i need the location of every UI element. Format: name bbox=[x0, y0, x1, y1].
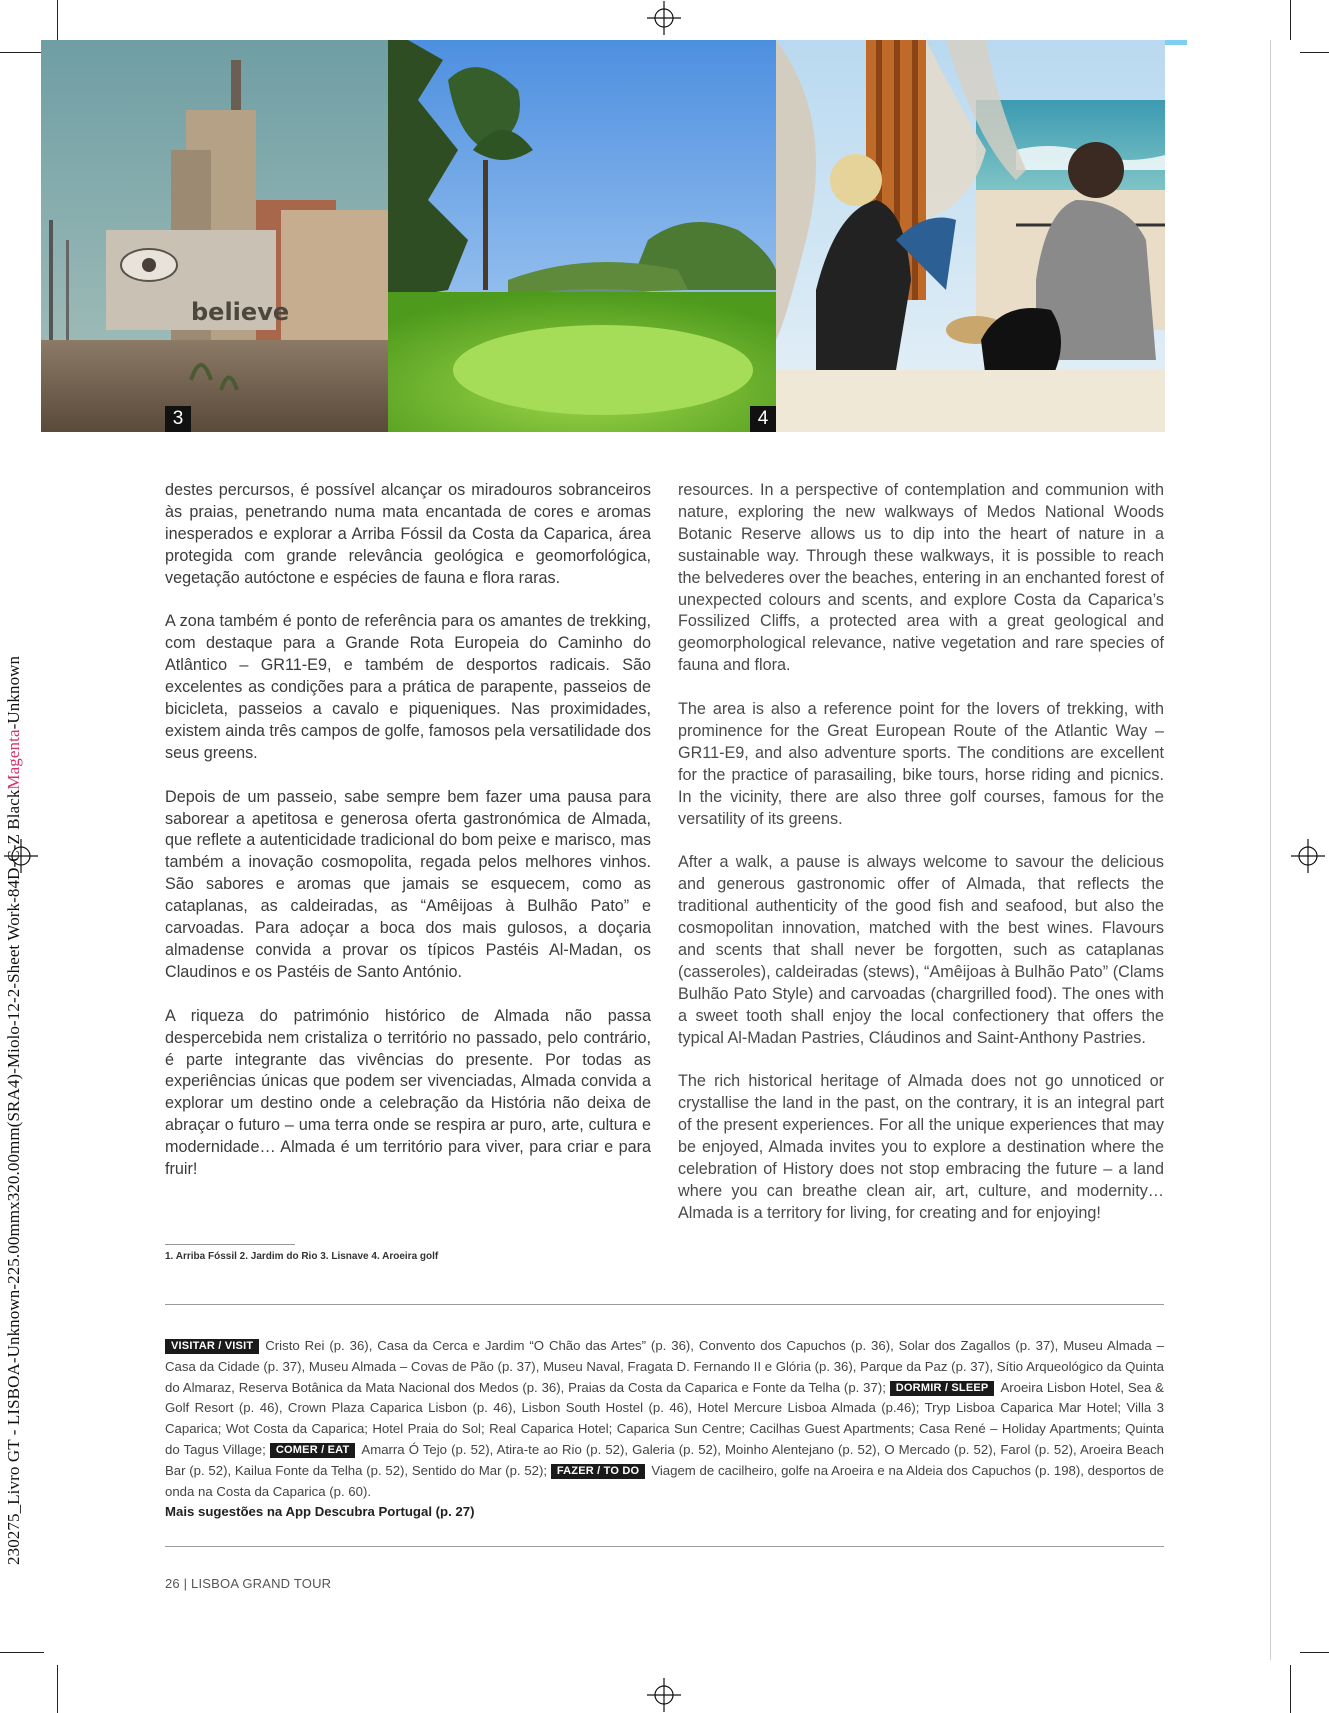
crop-mark bbox=[57, 0, 58, 40]
registration-mark bbox=[647, 1, 681, 35]
page-edge-rule bbox=[1270, 40, 1271, 1660]
photo-strip bbox=[41, 40, 1165, 432]
visit-list: Cristo Rei (p. 36), Casa da Cerca e Jardim “O Chão das Artes” (p. 36), Convento dos Capuchos (p. 36), Solar dos Zagallos (p. 37), Museu Almada – Casa da Cidade (p. 37), Museu Almada – Covas de Pão (p. 37), Museu Naval, Fragata D. Fernando II e Glória (p. 36), Parque da Paz (p. 37), Sítio Arqueológico da Quinta do Almaraz, Reserva Botânica da Mata Nacional dos Medos (p. 36), Praias da Costa da Caparica e Fonte da Telha (p. 37); bbox=[165, 1338, 1164, 1395]
crop-mark bbox=[0, 52, 44, 53]
eat-tag: COMER / EAT bbox=[270, 1443, 356, 1458]
believe-sign: believe bbox=[191, 298, 290, 326]
registration-mark bbox=[1291, 839, 1325, 873]
eat-list: Amarra Ó Tejo (p. 52), Atira-te ao Rio (p. 52), Galeria (p. 52), Moinho Alentejano (p. 52), O Mercado (p. 52), Farol (p. 52), Aroeira Beach Bar (p. 52), Kailua Fonte da Telha (p. 52), Sentido do Mar (p. 52); bbox=[165, 1441, 1165, 1478]
info-divider-bottom bbox=[165, 1546, 1164, 1547]
photo-beach-lounge bbox=[776, 40, 1165, 432]
crop-mark bbox=[0, 1652, 44, 1653]
visit-tag: VISITAR / VISIT bbox=[165, 1339, 259, 1354]
photo-number: 4 bbox=[750, 406, 776, 432]
paragraph-pt: Depois de um passeio, sabe sempre bem fazer uma pausa para saborear a apetitosa e generosa oferta gastronómica de Almada, que reflete a autenticidade tradicional do bom peixe e marisco, mas também a inovação cosmopolita, regada pelos melhores vinhos. São sabores e aromas que jamais se esquecem, como as cataplanas, as caldeiradas, as “Amêijoas à Bulhão Pato” e carvoadas. Para adoçar a boca dos mais gulosos, a doçaria almadense convida a provar os típicos Pastéis Al-Madan, os Claudinos e os Pastéis de Santo António. bbox=[165, 787, 651, 981]
paragraph-pt: A riqueza do património histórico de Almada não passa despercebida nem cristaliza o território no passado, pelo contrário, é parte integrante das vivências do presente. Por todas as experiências únicas que podem ser vivenciadas, Almada convida a explorar um destino onde a celebração da História não deixa de abraçar o futuro – uma terra onde se respira ar puro, arte, cultura e modernidade… Almada é um território para viver, para criar e para fruir! bbox=[165, 1006, 651, 1179]
paragraph-pt: A zona também é ponto de referência para os amantes de trekking, com destaque para a Grande Rota Europeia do Caminho do Atlântico – GR11-E9, e também de desportos radicais. São excelentes as condições para a prática de parapente, passeios de bicicleta, passeios a cavalo e piqueniques. Nas proximidades, existem ainda três campos de golfe, famosos pela versatilidade dos seus greens. bbox=[165, 612, 651, 762]
column-portuguese bbox=[165, 480, 651, 1203]
photo-lisnave bbox=[41, 40, 388, 432]
todo-tag: FAZER / TO DO bbox=[551, 1464, 645, 1479]
paragraph-en: The rich historical heritage of Almada does not go unnoticed or crystallise the land in the past, on the contrary, it is an integral part of the present experiences. For all the unique experiences that may be enjoyed, Almada invites you to explore a destination where the celebration of History does not stop embracing the future – a land where you can breathe clean air, art, culture, and modernity… Almada is a territory for living, for creating and for enjoying! bbox=[678, 1072, 1164, 1222]
todo-list: Viagem de cacilheiro, golfe na Aroeira e na Aldeia dos Capuchos (p. 198), desportos de onda na Costa da Caparica (p. 60). bbox=[165, 1462, 1165, 1499]
photo-caption: 1. Arriba Fóssil 2. Jardim do Rio 3. Lisnave 4. Aroeira golf bbox=[165, 1251, 439, 1262]
crop-mark bbox=[57, 1665, 58, 1713]
photo-number: 3 bbox=[165, 406, 191, 432]
paragraph-pt: destes percursos, é possível alcançar os miradouros sobranceiros às praias, penetrando numa mata encantada de cores e aromas inesperados e explorar a Arriba Fóssil da Costa da Caparica, área protegida com grande relevância geológica e geomorfológica, vegetação autóctone e espécies de fauna e flora raras. bbox=[165, 481, 651, 587]
crop-mark bbox=[1290, 1665, 1291, 1713]
caption-divider bbox=[165, 1244, 295, 1245]
crop-mark bbox=[1300, 1652, 1329, 1653]
paragraph-en: The area is also a reference point for the lovers of trekking, with prominence for the Great European Route of the Atlantic Way – GR11-E9, and also adventure sports. The conditions are excellent for the practice of parasailing, bike tours, horse riding and picnics. In the vicinity, there are also three golf courses, famous for the versatility of its greens. bbox=[678, 700, 1164, 828]
registration-mark bbox=[647, 1678, 681, 1712]
crop-mark bbox=[1290, 0, 1291, 40]
more-suggestions: Mais sugestões na App Descubra Portugal (p. 27) bbox=[165, 1504, 475, 1520]
sleep-tag: DORMIR / SLEEP bbox=[890, 1381, 995, 1396]
print-slug: 230275_Livro GT - LISBOA-Unknown-225.00mmx320.00mm(SRA4)-Miolo-12-2-Sheet Work-84D-C-Z BlackMagenta-Unknown bbox=[4, 655, 23, 1565]
sleep-list: Aroeira Lisbon Hotel, Sea & Golf Resort (p. 46), Crown Plaza Caparica Lisbon (p. 46), Lisbon South Hostel (p. 46), Hotel Mercure Lisboa Almada (p.46); Tryp Lisboa Caparica Mar Hotel; Villa 3 Caparica; Wot Costa da Caparica; Hotel Praia do Sol; Real Caparica Hotel; Caparica Sun Centre; Cacilhas Guest Apartments; Casa René – Holiday Apartments; Quinta do Tagus Village; bbox=[165, 1379, 1164, 1457]
page-footer: 26 | LISBOA GRAND TOUR bbox=[165, 1576, 332, 1591]
paragraph-en: After a walk, a pause is always welcome to savour the delicious and generous gastronomic offer of Almada, that reflects the traditional authenticity of the good fish and seafood, but also the cosmopolitan innovation, matched with the best wines. Flavours and scents that shall never be forgotten, such as cataplanas (casseroles), caldeiradas (stews), “Amêijoas à Bulhão Pato” (Clams Bulhão Pato Style) and carvoadas (chargrilled food). The ones with a sweet tooth shall enjoy the local confectionery that offers the typical Al-Madan Pastries, Cláudinos and Saint-Anthony Pastries. bbox=[678, 853, 1164, 1047]
column-english bbox=[678, 480, 1164, 1247]
info-divider-top bbox=[165, 1304, 1164, 1305]
paragraph-en: resources. In a perspective of contemplation and communion with nature, exploring the new walkways of Medos National Woods Botanic Reserve allows us to dip into the heart of nature in a sustainable way. Through these walkways, it is possible to reach the belvederes over the beaches, entering in an enchanted forest of unexpected colours and scents, and explore Costa da Caparica’s Fossilized Cliffs, a protected area with a great geological and geomorphological relevance, native vegetation and rare species of fauna and flora. bbox=[678, 481, 1164, 675]
crop-mark bbox=[1300, 52, 1329, 53]
photo-golf-course bbox=[388, 40, 776, 432]
info-box bbox=[165, 1336, 1164, 1523]
